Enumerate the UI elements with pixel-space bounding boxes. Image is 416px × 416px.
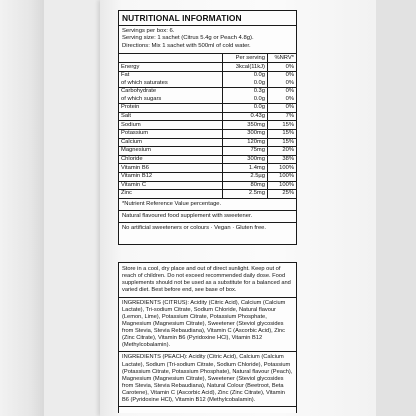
nutrient-nrv: 15% bbox=[268, 138, 297, 147]
nutrient-value: 300mg bbox=[223, 129, 268, 138]
ingredients-citrus: INGREDIENTS (CITRUS): Acidity (Citric Acid), Calcium (Calcium Lactate), Tri-sodium Citrate, Sodium Chloride, Natural flavour (Lemon, Lime), Potassium Citrate, Potassium Phosphate, Magnesium (Magnesium Citrate), Sweetener (Steviol glycosides from Stevia, Stevia Rebaudiana), Vitamin C (Ascorbic Acid), Zinc (Zinc Citrate), Vitamin B6 (Pyridoxine HCl), Vitamin B12 (Methylcobalamin). bbox=[119, 298, 296, 353]
nutrient-value: 120mg bbox=[223, 138, 268, 147]
nutrient-value: 0.0g bbox=[223, 71, 268, 79]
table-row bbox=[119, 63, 296, 72]
nutrient-value: 2.5µg bbox=[223, 172, 268, 181]
nutrient-value: 1.4mg bbox=[223, 164, 268, 173]
table-row bbox=[119, 138, 296, 147]
table-row bbox=[119, 112, 296, 121]
nutrient-name: Carbohydrate bbox=[119, 87, 223, 95]
nutrient-value: 2.5mg bbox=[223, 190, 268, 198]
box-left-side bbox=[0, 0, 44, 416]
table-row bbox=[119, 104, 296, 113]
nutrient-name: Vitamin B12 bbox=[119, 172, 223, 181]
nrv-footnote: *Nutrient Reference Value percentage. bbox=[119, 198, 296, 210]
nutrient-nrv: 0% bbox=[268, 63, 297, 72]
nutrient-name: Fat bbox=[119, 71, 223, 79]
table-row bbox=[119, 190, 296, 198]
header-per-serving: Per serving bbox=[223, 54, 268, 63]
nutrient-nrv: 0% bbox=[268, 79, 297, 87]
table-row bbox=[119, 129, 296, 138]
directions: Directions: Mix 1 sachet with 500ml of cold water. bbox=[122, 42, 251, 49]
serving-info bbox=[119, 26, 296, 54]
nutrient-name: Salt bbox=[119, 112, 223, 121]
table-row bbox=[119, 172, 296, 181]
nutrient-nrv: 100% bbox=[268, 164, 297, 173]
nutrient-nrv: 25% bbox=[268, 190, 297, 198]
box-right-side bbox=[376, 0, 416, 416]
nutrient-value: 0.0g bbox=[223, 96, 268, 104]
nutrient-value: 0.0g bbox=[223, 79, 268, 87]
nutrient-name: Potassium bbox=[119, 129, 223, 138]
nutrient-value: 75mg bbox=[223, 147, 268, 156]
header-blank bbox=[119, 54, 223, 63]
nutrient-nrv: 15% bbox=[268, 121, 297, 130]
nutrient-nrv: 0% bbox=[268, 71, 297, 79]
nutrient-name: Vitamin C bbox=[119, 181, 223, 190]
table-row bbox=[119, 79, 296, 87]
nutrient-name: Sodium bbox=[119, 121, 223, 130]
nutrient-name: of which sugars bbox=[121, 95, 162, 102]
nutrient-value: 0.43g bbox=[223, 112, 268, 121]
header-nrv: %NRV* bbox=[268, 54, 297, 63]
nutrient-name: Vitamin B6 bbox=[119, 164, 223, 173]
nutrient-value: 350mg bbox=[223, 121, 268, 130]
ingredients-peach: INGREDIENTS (PEACH): Acidity (Citric Acid), Calcium (Calcium Lactate), Sodium (Tri-sodium Citrate, Sodium Chloride), Potassium (Potassium Citrate, Potassium Phosphate), Natural flavour (Peach), Magnesium (Magnesium Citrate), Sweetener (Steviol glycosides from Stevia, Stevia Rebaudiana), Natural Colour (Beetroot, Beta Carotene), Vitamin C (Ascorbic Acid), Zinc (Zinc Citrate), Vitamin B6 (Pyridoxine HCl), Vitamin B12 (Methylcobalamin). bbox=[119, 352, 296, 407]
nutrient-nrv: 100% bbox=[268, 172, 297, 181]
nutrient-name: Magnesium bbox=[119, 147, 223, 156]
panel-title: NUTRITIONAL INFORMATION bbox=[119, 11, 296, 26]
table-header-row bbox=[119, 54, 296, 63]
table-row bbox=[119, 71, 296, 79]
table-row bbox=[119, 155, 296, 164]
nutrient-nrv: 20% bbox=[268, 147, 297, 156]
nutrient-nrv: 0% bbox=[268, 96, 297, 104]
nutrient-nrv: 38% bbox=[268, 155, 297, 164]
nutrient-nrv: 15% bbox=[268, 129, 297, 138]
product-description: Natural flavoured food supplement with sweetener. bbox=[119, 210, 296, 222]
storage-warnings: Store in a cool, dry place and out of direct sunlight. Keep out of reach of children. Do not exceed recommended daily dose. Food supplements should not be used as a substitute for a balanced and varied diet. Best before end, see base of box. bbox=[119, 263, 296, 298]
nutrient-value: 300mg bbox=[223, 155, 268, 164]
nutrient-value: 0.0g bbox=[223, 104, 268, 113]
table-row bbox=[119, 181, 296, 190]
dietary-claims: No artificial sweeteners or colours · Vegan · Gluten free. bbox=[119, 222, 296, 234]
table-row bbox=[119, 164, 296, 173]
table-row bbox=[119, 121, 296, 130]
ingredients-panel bbox=[118, 262, 297, 413]
table-row bbox=[119, 96, 296, 104]
servings-per-box: Servings per box: 6. bbox=[122, 28, 175, 35]
nutrient-name: Energy bbox=[119, 63, 223, 72]
table-row bbox=[119, 147, 296, 156]
nutrient-nrv: 7% bbox=[268, 112, 297, 121]
nutrient-name: Protein bbox=[119, 104, 223, 113]
nutrient-value: 3kcal(11kJ) bbox=[223, 63, 268, 72]
nutrient-name: Zinc bbox=[119, 190, 223, 198]
table-row bbox=[119, 87, 296, 95]
nutrition-table bbox=[119, 54, 296, 198]
serving-size: Serving size: 1 sachet (Citrus 5.4g or Peach 4.8g). bbox=[122, 35, 254, 42]
nutrient-name: of which saturates bbox=[121, 79, 168, 86]
nutrient-value: 80mg bbox=[223, 181, 268, 190]
nutrient-nrv: 100% bbox=[268, 181, 297, 190]
nutrient-nrv: 0% bbox=[268, 87, 297, 95]
nutrient-value: 0.3g bbox=[223, 87, 268, 95]
nutrient-name: Chloride bbox=[119, 155, 223, 164]
nutrition-panel bbox=[118, 10, 297, 245]
nutrient-nrv: 0% bbox=[268, 104, 297, 113]
nutrient-name: Calcium bbox=[119, 138, 223, 147]
